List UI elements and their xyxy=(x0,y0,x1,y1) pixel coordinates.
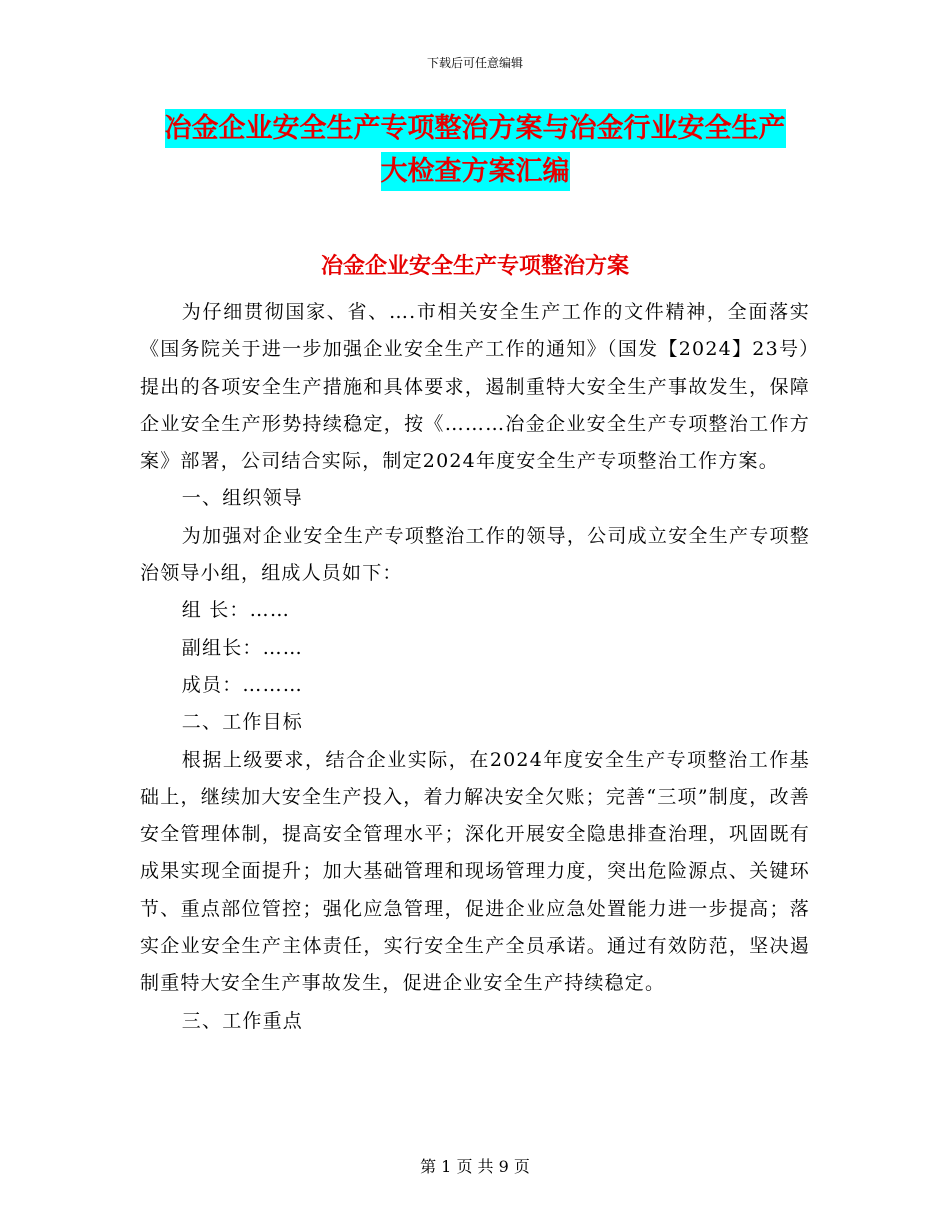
title-line-2-text: 大检查方案汇编 xyxy=(381,152,570,191)
page-footer: 第 1 页 共 9 页 xyxy=(420,1157,530,1176)
document-title-line-2 xyxy=(140,157,810,187)
members-line: 成员：……… xyxy=(181,673,303,696)
heading-focus: 三、工作重点 xyxy=(181,1009,303,1032)
document-title-line-1 xyxy=(140,114,810,144)
heading-goals: 二、工作目标 xyxy=(181,711,303,734)
section-title: 冶金企业安全生产专项整治方案 xyxy=(320,253,629,279)
heading-organization: 一、组织领导 xyxy=(181,487,303,510)
paragraph-intro: 为仔细贯彻国家、省、….市相关安全生产工作的文件精神，全面落实《国务院关于进一步加强企业安全生产工作的通知》（国发【2024】23号）提出的各项安全生产措施和具体要求，遏制重特大安全生产事故发生，保障企业安全生产形势持续稳定，按《………冶金企业安全生产专项整治工作方案》部署，公司结合实际，制定2024年度安全生产专项整治工作方案。 xyxy=(140,301,810,473)
leader-line: 组 长：…… xyxy=(181,599,291,622)
paragraph-organization: 为加强对企业安全生产专项整治工作的领导，公司成立安全生产专项整治领导小组，组成人员如下： xyxy=(140,524,810,585)
paragraph-goals: 根据上级要求，结合企业实际，在2024年度安全生产专项整治工作基础上，继续加大安全生产投入，着力解决安全欠账；完善“三项”制度，改善安全管理体制，提高安全管理水平；深化开展安全隐患排查治理，巩固既有成果实现全面提升；加大基础管理和现场管理力度，突出危险源点、关键环节、重点部位管控；强化应急管理，促进企业应急处置能力进一步提高；落实企业安全生产主体责任，实行安全生产全员承诺。通过有效防范，坚决遏制重特大安全生产事故发生，促进企业安全生产持续稳定。 xyxy=(140,748,810,995)
title-line-1-text: 冶金企业安全生产专项整治方案与冶金行业安全生产 xyxy=(165,109,786,148)
document-body xyxy=(140,294,810,1040)
deputy-leader-line: 副组长：…… xyxy=(181,636,303,659)
header-note: 下载后可任意编辑 xyxy=(426,56,523,70)
